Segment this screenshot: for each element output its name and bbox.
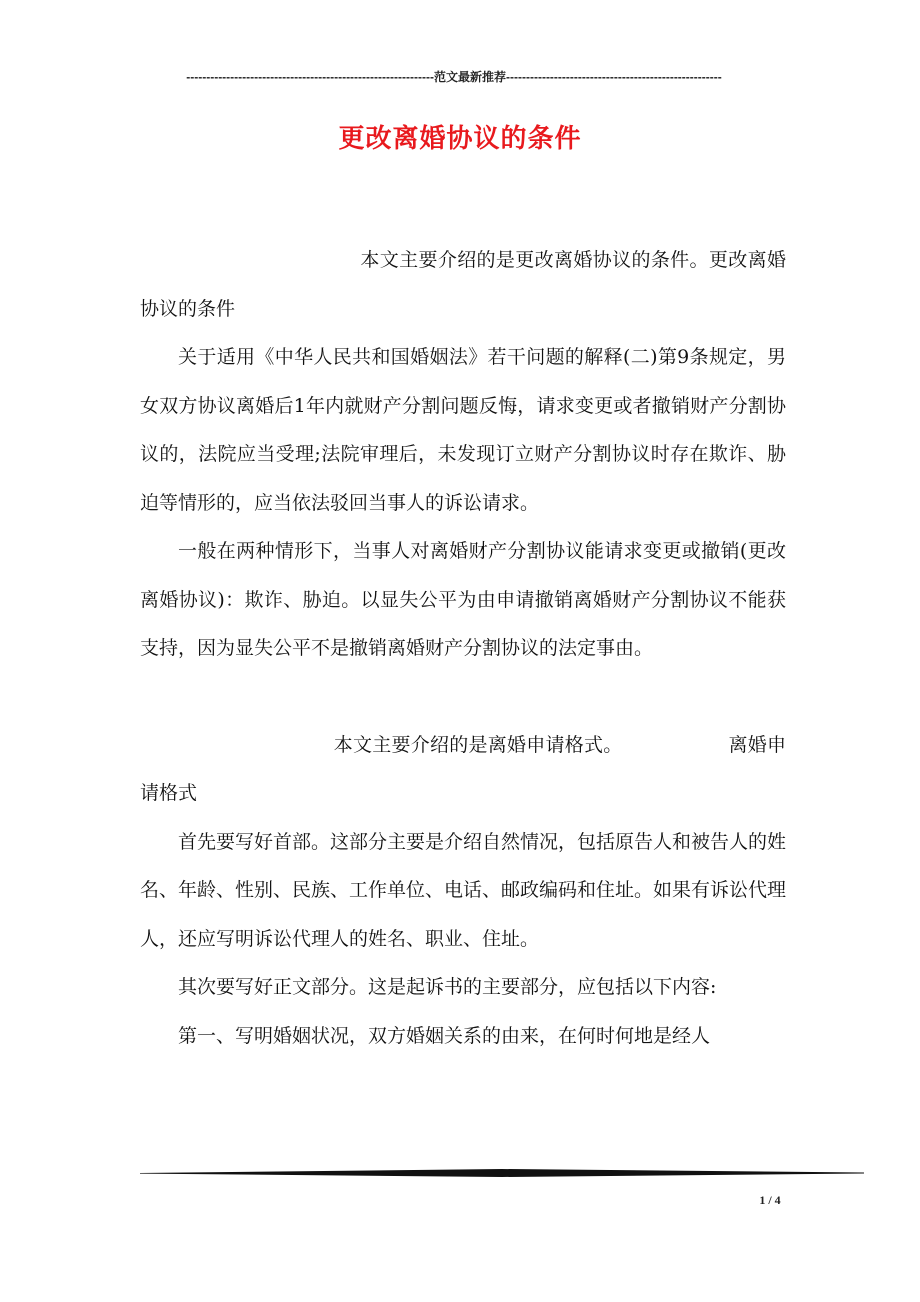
paragraph-conditions: 一般在两种情形下，当事人对离婚财产分割协议能请求变更或撤销(更改离婚协议)：欺诈、胁迫。以显失公平为由申请撤销离婚财产分割协议不能获支持，因为显失公平不是撤销离婚财产分割协议的法定事由。 [140,540,786,659]
paragraph-law-clause: 关于适用《中华人民共和国婚姻法》若干问题的解释(二)第9条规定，男女双方协议离婚后1年内就财产分割问题反悔，请求变更或者撤销财产分割协议的，法院应当受理;法院审理后，未发现订立财产分割协议时存在欺诈、胁迫等情形的，应当依法驳回当事人的诉讼请求。 [140,346,786,514]
footer-rule [140,1169,864,1177]
header-banner: --------------------------------------------------------------范文最新推荐------------------------------------------------------ [186,70,722,84]
paragraph-intro: 本文主要介绍的是更改离婚协议的条件。更改离婚协议的条件 [140,249,786,320]
paragraph-header-section: 首先要写好首部。这部分主要是介绍自然情况，包括原告人和被告人的姓名、年龄、性别、民族、工作单位、电话、邮政编码和住址。如果有诉讼代理人，还应写明诉讼代理人的姓名、职业、住址。 [140,830,787,950]
paragraph-first-item: 第一、写明婚姻状况，双方婚姻关系的由来，在何时何地是经人 [178,1024,711,1047]
document-body [140,236,786,1060]
paragraph-body-section: 其次要写好正文部分。这是起诉书的主要部分，应包括以下内容: [178,976,717,998]
document-title: 更改离婚协议的条件 [338,124,582,154]
page-number: 1 / 4 [759,1193,781,1207]
paragraph-gap [140,673,786,721]
paragraph-second-intro: 本文主要介绍的是离婚申请格式。 离婚申请格式 [140,733,786,804]
